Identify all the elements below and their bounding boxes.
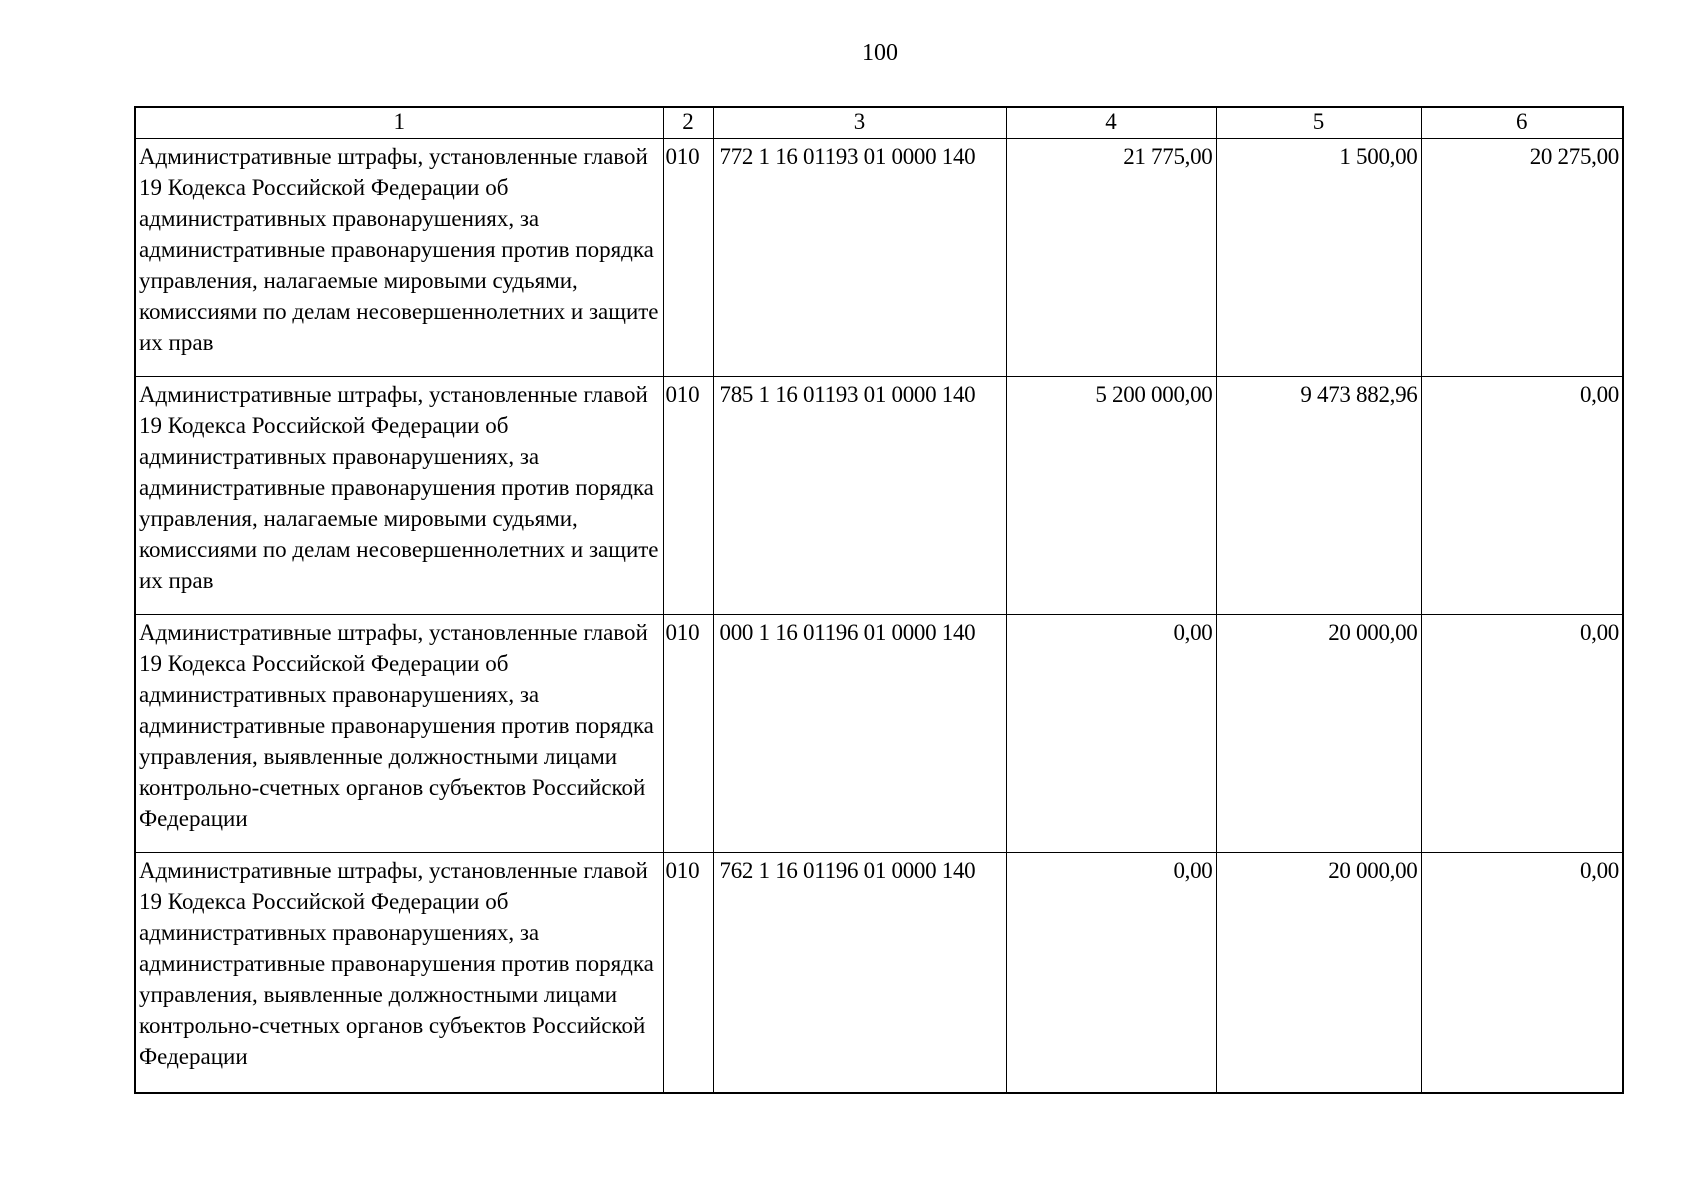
row-col5-cell: 20 000,00 — [1216, 853, 1421, 1093]
row-col6-cell: 20 275,00 — [1421, 139, 1623, 377]
table-header-row — [135, 107, 1623, 139]
row-col6-cell: 0,00 — [1421, 377, 1623, 615]
row-col6-cell: 0,00 — [1421, 615, 1623, 853]
row-col6-cell: 0,00 — [1421, 853, 1623, 1093]
row-name-cell: Административные штрафы, установленные главой 19 Кодекса Российской Федерации об административных правонарушениях, за административные правонарушения против порядка управления, налагаемые мировыми судьями, комиссиями по делам несовершеннолетних и защите их прав — [135, 377, 663, 615]
column-header-2: 2 — [663, 107, 713, 139]
row-col4-cell: 0,00 — [1006, 853, 1216, 1093]
row-code-cell: 010 — [663, 853, 713, 1093]
row-col4-cell: 0,00 — [1006, 615, 1216, 853]
column-header-3: 3 — [713, 107, 1006, 139]
row-col5-cell: 1 500,00 — [1216, 139, 1421, 377]
row-name-cell: Административные штрафы, установленные главой 19 Кодекса Российской Федерации об административных правонарушениях, за административные правонарушения против порядка управления, выявленные должностными лицами контрольно-счетных органов субъектов Российской Федерации — [135, 615, 663, 853]
row-kbk-cell: 762 1 16 01196 01 0000 140 — [713, 853, 1006, 1093]
row-col5-cell: 9 473 882,96 — [1216, 377, 1421, 615]
table-row — [135, 853, 1623, 1093]
row-name-cell: Административные штрафы, установленные главой 19 Кодекса Российской Федерации об административных правонарушениях, за административные правонарушения против порядка управления, выявленные должностными лицами контрольно-счетных органов субъектов Российской Федерации — [135, 853, 663, 1093]
page-number: 100 — [862, 40, 898, 66]
row-col5-cell: 20 000,00 — [1216, 615, 1421, 853]
row-col4-cell: 21 775,00 — [1006, 139, 1216, 377]
row-code-cell: 010 — [663, 615, 713, 853]
row-kbk-cell: 000 1 16 01196 01 0000 140 — [713, 615, 1006, 853]
table-row — [135, 377, 1623, 615]
table-row — [135, 139, 1623, 377]
revenue-table — [134, 106, 1624, 1094]
column-header-1: 1 — [135, 107, 663, 139]
column-header-6: 6 — [1421, 107, 1623, 139]
row-name-cell: Административные штрафы, установленные главой 19 Кодекса Российской Федерации об административных правонарушениях, за административные правонарушения против порядка управления, налагаемые мировыми судьями, комиссиями по делам несовершеннолетних и защите их прав — [135, 139, 663, 377]
row-kbk-cell: 772 1 16 01193 01 0000 140 — [713, 139, 1006, 377]
row-col4-cell: 5 200 000,00 — [1006, 377, 1216, 615]
column-header-4: 4 — [1006, 107, 1216, 139]
row-kbk-cell: 785 1 16 01193 01 0000 140 — [713, 377, 1006, 615]
row-code-cell: 010 — [663, 377, 713, 615]
table-row — [135, 615, 1623, 853]
row-code-cell: 010 — [663, 139, 713, 377]
column-header-5: 5 — [1216, 107, 1421, 139]
